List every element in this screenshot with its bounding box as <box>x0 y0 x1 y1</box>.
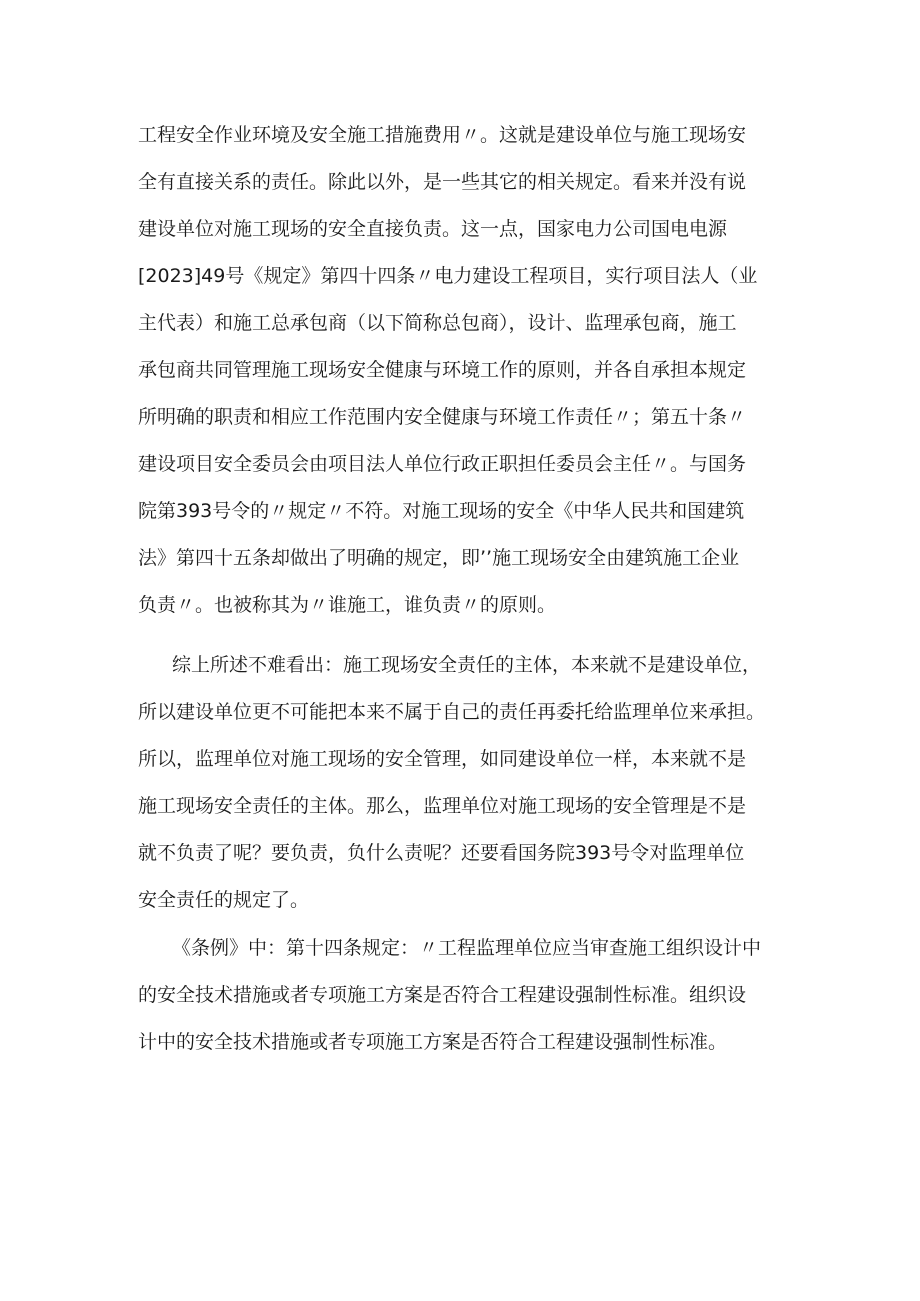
paragraph-line: 建设项目安全委员会由项目法人单位行政正职担任委员会主任〃。与国务 <box>138 453 747 475</box>
paragraph-line: 法》第四十五条却做出了明确的规定，即’’施工现场安全由建筑施工企业 <box>138 547 740 569</box>
paragraph-line: 所明确的职责和相应工作范围内安全健康与环境工作责任〃；第五十条〃 <box>138 406 747 428</box>
paragraph-line: 所以建设单位更不可能把本来不属于自己的责任再委托给监理单位来承担。 <box>138 701 766 723</box>
paragraph-line: 工程安全作业环境及安全施工措施费用〃。这就是建设单位与施工现场安 <box>138 124 747 146</box>
paragraph-line: 施工现场安全责任的主体。那么，监理单位对施工现场的安全管理是不是 <box>138 795 747 817</box>
paragraph-line: [2023]49号《规定》第四十四条〃电力建设工程项目，实行项目法人（业 <box>138 265 758 287</box>
paragraph-3 <box>138 925 798 1066</box>
paragraph-line: 院第393号令的〃规定〃不符。对施工现场的安全《中华人民共和国建筑 <box>138 500 745 522</box>
paragraph-line: 主代表）和施工总承包商（以下简称总包商），设计、监理承包商，施工 <box>138 312 737 334</box>
paragraph-2 <box>138 642 798 924</box>
paragraph-line: 就不负责了呢？要负责，负什么责呢？还要看国务院393号令对监理单位 <box>138 842 745 864</box>
paragraph-line: 建设单位对施工现场的安全直接负责。这一点，国家电力公司国电电源 <box>138 218 728 240</box>
paragraph-line: 全有直接关系的责任。除此以外，是一些其它的相关规定。看来并没有说 <box>138 171 747 193</box>
paragraph-line: 计中的安全技术措施或者专项施工方案是否符合工程建设强制性标准。 <box>138 1031 728 1053</box>
paragraph-line: 承包商共同管理施工现场安全健康与环境工作的原则，并各自承担本规定 <box>138 359 747 381</box>
paragraph-line: 的安全技术措施或者专项施工方案是否符合工程建设强制性标准。组织设 <box>138 984 747 1006</box>
paragraph-line: 安全责任的规定了。 <box>138 889 310 911</box>
paragraph-line: 《条例》中：第十四条规定：〃工程监理单位应当审查施工组织设计中 <box>172 937 762 959</box>
paragraph-line: 所以，监理单位对施工现场的安全管理，如同建设单位一样，本来就不是 <box>138 748 747 770</box>
paragraph-1 <box>138 112 798 629</box>
paragraph-line: 综上所述不难看出：施工现场安全责任的主体，本来就不是建设单位， <box>172 654 762 676</box>
paragraph-line: 负责〃。也被称其为〃谁施工，谁负责〃的原则。 <box>138 594 557 616</box>
